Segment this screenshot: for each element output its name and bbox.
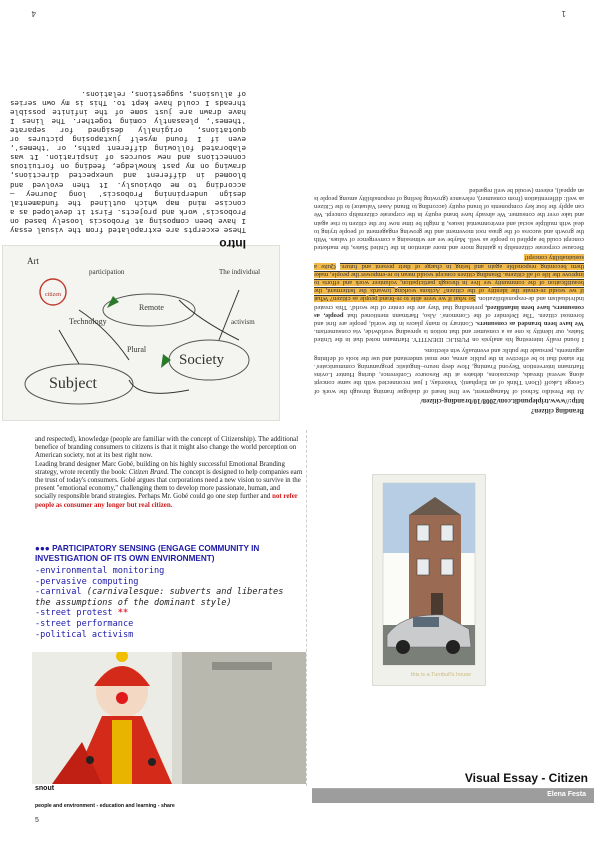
page-number-1: 1: [561, 9, 566, 18]
participatory-sensing-heading: [35, 544, 303, 564]
list-item-environmental-monitoring: [35, 566, 303, 577]
list-item-street-protest: [35, 608, 303, 619]
list-item-pervasive-computing: [35, 577, 303, 588]
gobe-red-text: not refer people as consumer any longer but real citizen.: [35, 493, 298, 509]
essay-title: Visual Essay - Citizen: [464, 771, 588, 785]
sketch-word-participation: participation: [89, 268, 125, 276]
gobe-paragraph: [35, 461, 303, 510]
list-item-label: -political activism: [35, 629, 134, 640]
house-photo-caption: this is a Turnbull's house: [411, 672, 472, 678]
sketch-word-subject: Subject: [49, 375, 97, 392]
article-paragraph-4: Because corporate citizenship is gaining more and more attention in the United States, the marketed concept could be applied to people as well. Maybe we are witnessing a convergence of values. With the growth and success of the grass root movement and the growing engagement of people trying to deal with multiple social and environmental issues, it might be time now for the citizen to rise again and take over the consumer. We already have brand equity in the corporate citizenship concept. We can apply the four key components of brand equity (according to Brand Asset Valuator) to the Citizen as well: differentiation (from consumer), relevance (growing feeling of responsibility among people is an appeal), esteem (would be well regarded: [314, 186, 584, 252]
sketch-word-activism: activism: [231, 318, 255, 326]
sketch-word-technology: Technology: [69, 317, 107, 326]
mind-map-sketch: [2, 245, 280, 421]
article-continuation: [35, 436, 303, 510]
article-heading: Branding citizen?: [530, 407, 584, 415]
carnival-photo: [32, 652, 306, 784]
sketch-word-remote: Remote: [139, 303, 164, 312]
page-number-5: 5: [35, 817, 39, 824]
branding-citizen-article: [314, 184, 584, 415]
gobe-text: Leading brand designer Marc Gobé, building on his highly successful Emotional Branding strategy, wrote recently the book:: [35, 460, 285, 476]
house-photo-image: [373, 475, 485, 685]
intro-body: These excerpts are extrapolated from the visual essay I have been composing at Proboscis loosely based on Proboscis' work and projects. First it developed as a concise mind map which outlined the fundamental design underpinning Proboscis' long Journey – according to me obviously. It then evolved and bloomed in different and unexpected directions, drawing on my past knowledge, feeding on fortuitous connections and new sources of inspiration. It was elaborated following different paths, or 'themes', even if I found myself juxtaposing pictures or quotations, originally designed for separate 'themes', pleasantly coming together. The lines I have drawn are just some of the infinite possible threads I could have kept to. This is my own series of allusions, suggestions, relations.: [10, 89, 246, 235]
sketch-word-plural: Plural: [127, 345, 147, 354]
article-p2-text: I found really interesting his analysis on PUBLIC IDENTITY. Hartmann noted that in the United States, our identity is one as a consumer and that notion is spreading worldwide, via consumerism.: [314, 328, 584, 344]
asterisk-marks: **: [117, 608, 129, 619]
sensing-title: PARTICIPATORY SENSING (ENGAGE COMMUNITY IN INVESTIGATION OF ITS OWN ENVIRONMENT): [35, 544, 260, 563]
gobe-book-title: Citizen Brand.: [128, 468, 169, 476]
carnival-photo-image: [32, 652, 306, 784]
sketch-word-society: Society: [179, 352, 224, 368]
photo-caption-snout: snout: [35, 785, 55, 792]
essay-title-bar: [312, 768, 594, 789]
article-p3-bold: people, as consumers, have been infantilized,: [314, 303, 584, 319]
list-item-label: -street protest: [35, 608, 113, 619]
article-p3-text: Contrary to many places in the world, people are first and foremost citizen. 'The Defender of the Commons'. Also, Hartmann mentioned that: [314, 311, 584, 327]
article-highlight: So what if we were able to re-brand people as citizen? What if we would re-create the identity of the citizen? Actions working towards the betterment, the beautification of the community we live in through participation, volunteer work and efforts to improve the life of all citizens. Branding citizen concept would mean to re-empower the people, make them becoming responsible again and being in charge of their present and future.: [314, 262, 584, 303]
list-item-label: -carnival: [35, 587, 82, 598]
list-item-label: -environmental monitoring: [35, 566, 165, 576]
article-paragraph-2: [314, 253, 584, 343]
sketch-word-art: Art: [27, 256, 39, 266]
footer-tagline: people and environment - education and learning - share: [35, 803, 175, 809]
mind-map-drawing: [3, 246, 279, 420]
article-paragraph-1: At the Presidio School of Management, we first heard of dialogue framing through the work of George Lakoff (Don't Think of an Elephant). Yesterday, I just reconnected with the same concept along several threads, discussions, debates at the Resource Conference, during Hunter Lovins Hartmann intervention 'Beyond Framing, How deep neuro–linguistic programming communicates'. He stated that to be effective in the public arena, one must understand and use the tools of defining arguments, persuade the public and eventually win elections.: [314, 346, 584, 395]
article-highlight-end: Quite a sustainability concept!: [314, 254, 584, 270]
author-name: Elena Festa: [547, 791, 586, 798]
list-item-label: -street performance: [35, 618, 134, 629]
list-item-political-activism: [35, 630, 303, 641]
continued-paragraph: and respected), knowledge (people are familiar with the concept of Citizenship). The additional benefice of branding consumers to citizens is that it might also change the world perception on American society, not at its best right now.: [35, 436, 299, 460]
author-bar: [312, 789, 594, 803]
sketch-word-individual: The individual: [219, 268, 261, 276]
list-item-street-performance: [35, 619, 303, 630]
sensing-list: [35, 566, 303, 640]
page-number-4: 4: [31, 9, 36, 18]
article-p3-end: pretending that 'they are the center of the world'. This created individualism and de-responsibilization.: [314, 295, 584, 311]
list-item-label: -pervasive computing: [35, 576, 139, 587]
column-divider: [306, 430, 307, 786]
article-url[interactable]: http://www.triplepundit.com/2008/10/branding-citizen/: [420, 396, 584, 405]
list-item-carnival: [35, 587, 303, 608]
article-p2-bold: We have been branded as consumers.: [475, 319, 584, 327]
intro-title: Intro: [219, 237, 246, 251]
bullet-dots: ●●●: [35, 544, 50, 553]
sketch-word-citizen: citizen: [45, 292, 61, 298]
gobe-text-2: The concept is designed to help companies earn the trust of today's consumers. Gobé argues that corporations need a new vision to survive in the present "emotional economy," challenging them to develop more passionate, human, and socially responsible brand strategies. Perhaps Mr. Gobé could go one step further and: [35, 468, 303, 501]
carnival-note: (carnivalesque: subverts and liberates the assumptions of the dominant style): [35, 587, 284, 608]
house-photo: [372, 474, 486, 686]
